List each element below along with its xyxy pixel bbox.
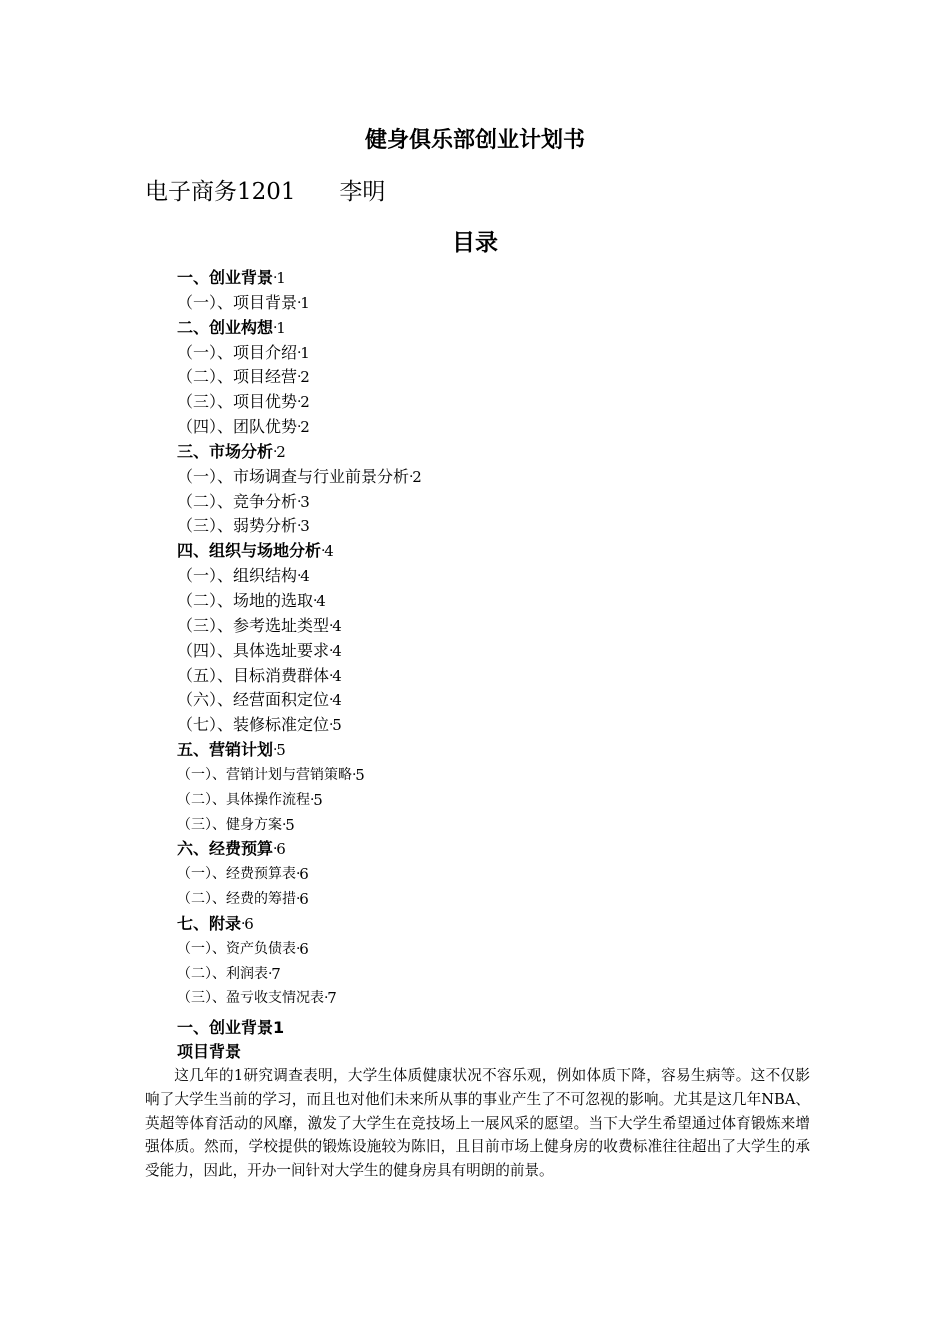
toc-entry-label: （二）、利润表	[177, 965, 268, 982]
toc-dot-leader: ·	[297, 344, 301, 361]
toc-entry[interactable]	[177, 440, 797, 465]
toc-entry[interactable]	[177, 589, 797, 614]
toc-entry-page: 3	[300, 517, 310, 536]
toc-entry-page: 4	[332, 691, 342, 710]
toc-entry-label: （一）、经费预算表	[177, 866, 296, 883]
toc-entry-label: （一）、营销计划与营销策略	[177, 766, 352, 783]
toc-entry[interactable]	[177, 341, 797, 366]
toc-entry[interactable]	[177, 365, 797, 390]
toc-entry[interactable]	[177, 614, 797, 639]
toc-entry-page: 5	[285, 815, 295, 834]
toc-entry-page: 4	[316, 591, 326, 610]
toc-entry-label: （二）、经费的筹措	[177, 891, 296, 908]
toc-entry-label: （四）、团队优势	[177, 417, 298, 437]
toc-entry[interactable]	[177, 986, 797, 1011]
toc-dot-leader: ·	[297, 518, 301, 535]
toc-entry-label: （六）、经营面积定位	[177, 690, 330, 710]
toc-dot-leader: ·	[297, 394, 301, 411]
toc-entry[interactable]	[177, 514, 797, 539]
toc-entry-page: 5	[313, 790, 323, 809]
toc-entry[interactable]	[177, 788, 797, 813]
toc-entry-label: （二）、项目经营	[177, 367, 298, 387]
toc-entry-page: 6	[276, 840, 286, 859]
toc-dot-leader: ·	[329, 667, 333, 684]
toc-entry-page: 2	[300, 368, 310, 387]
toc-heading: 目录	[452, 230, 498, 256]
toc-entry-page: 2	[300, 393, 310, 412]
toc-entry-label: 六、经费预算	[177, 839, 274, 859]
toc-entry-label: 三、市场分析	[177, 441, 274, 461]
toc-dot-leader: ·	[296, 940, 300, 957]
toc-entry-page: 2	[412, 467, 422, 486]
toc-dot-leader: ·	[324, 990, 328, 1007]
toc-entry-page: 6	[244, 914, 254, 933]
toc-dot-leader: ·	[297, 493, 301, 510]
toc-entry-page: 4	[300, 567, 310, 586]
toc-dot-leader: ·	[282, 816, 286, 833]
toc-entry-label: （二）、具体操作流程	[177, 791, 310, 808]
toc-entry[interactable]	[177, 937, 797, 962]
toc-entry-page: 4	[332, 666, 342, 685]
toc-entry[interactable]	[177, 539, 797, 564]
toc-dot-leader: ·	[329, 642, 333, 659]
toc-entry[interactable]	[177, 763, 797, 788]
toc-entry[interactable]	[177, 390, 797, 415]
author-line: 电子商务1201 李明	[145, 179, 386, 205]
toc-entry[interactable]	[177, 962, 797, 987]
toc-entry-page: 1	[276, 269, 286, 287]
toc-entry-page: 7	[271, 964, 281, 983]
toc-entry[interactable]	[177, 490, 797, 515]
toc-entry-page: 4	[332, 616, 342, 635]
subsection-heading: 项目背景	[177, 1042, 242, 1061]
toc-entry-label: （二）、场地的选取	[177, 590, 314, 610]
toc-dot-leader: ·	[273, 319, 277, 336]
toc-entry[interactable]	[177, 266, 797, 291]
toc-entry-label: 七、附录	[177, 913, 242, 933]
toc-entry-label: （一）、项目背景	[177, 292, 298, 312]
toc-dot-leader: ·	[310, 791, 314, 808]
toc-entry[interactable]	[177, 291, 797, 316]
toc-entry-page: 6	[299, 865, 309, 884]
toc-entry-label: （三）、健身方案	[177, 816, 282, 833]
section-heading: 一、创业背景1	[177, 1018, 285, 1037]
toc-dot-leader: ·	[241, 915, 245, 932]
toc-entry-label: （三）、参考选址类型	[177, 615, 330, 635]
table-of-contents	[177, 266, 797, 1011]
toc-entry-label: （五）、目标消费群体	[177, 665, 330, 685]
document-title: 健身俱乐部创业计划书	[364, 128, 585, 153]
toc-entry[interactable]	[177, 912, 797, 937]
toc-entry-page: 7	[327, 989, 337, 1008]
toc-entry[interactable]	[177, 887, 797, 912]
toc-dot-leader: ·	[321, 543, 325, 560]
body-paragraph: 这几年的1研究调查表明，大学生体质健康状况不容乐观，例如体质下降，容易生病等。这不仅影响了大学生当前的学习，而且也对他们未来所从事的事业产生了不可忽视的影响。尤其是这几年NBA、英超等体育活动的风靡，激发了大学生在竞技场上一展风采的愿望。当下大学生希望通过体育锻炼来增强体质。然而，学校提供的锻炼设施较为陈旧，且目前市场上健身房的收费标准往往超出了大学生的承受能力，因此，开办一间针对大学生的健身房具有明朗的前景。	[145, 1067, 810, 1180]
toc-entry[interactable]	[177, 837, 797, 862]
toc-entry-page: 5	[276, 741, 286, 760]
toc-entry-label: （三）、弱势分析	[177, 516, 298, 536]
toc-entry-page: 6	[299, 939, 309, 958]
toc-dot-leader: ·	[296, 891, 300, 908]
toc-entry-page: 6	[299, 890, 309, 909]
toc-entry[interactable]	[177, 813, 797, 838]
toc-dot-leader: ·	[297, 419, 301, 436]
toc-entry-page: 5	[332, 716, 342, 735]
toc-entry-label: 五、营销计划	[177, 740, 274, 760]
toc-entry-label: （三）、盈亏收支情况表	[177, 990, 324, 1007]
toc-entry-label: （一）、资产负债表	[177, 940, 296, 957]
toc-entry-label: （二）、竞争分析	[177, 491, 298, 511]
toc-entry-page: 2	[300, 418, 310, 437]
toc-dot-leader: ·	[273, 270, 277, 286]
toc-entry[interactable]	[177, 688, 797, 713]
toc-entry-label: （一）、组织结构	[177, 566, 298, 586]
toc-entry-label: （一）、项目介绍	[177, 342, 298, 362]
toc-entry-page: 1	[276, 318, 286, 337]
toc-entry[interactable]	[177, 639, 797, 664]
toc-entry-label: （三）、项目优势	[177, 392, 298, 412]
toc-entry-label: 一、创业背景	[177, 268, 274, 287]
toc-dot-leader: ·	[329, 717, 333, 734]
toc-entry[interactable]	[177, 316, 797, 341]
toc-entry-page: 2	[276, 442, 286, 461]
toc-entry-page: 1	[300, 293, 310, 312]
toc-entry-page: 1	[300, 343, 310, 362]
toc-entry-page: 5	[355, 765, 365, 784]
toc-entry-page: 3	[300, 492, 310, 511]
toc-dot-leader: ·	[268, 965, 272, 982]
toc-dot-leader: ·	[329, 692, 333, 709]
toc-entry-label: （四）、具体选址要求	[177, 640, 330, 660]
toc-entry-label: 四、组织与场地分析	[177, 541, 322, 561]
toc-entry[interactable]	[177, 465, 797, 490]
toc-entry[interactable]	[177, 862, 797, 887]
toc-entry[interactable]	[177, 415, 797, 440]
toc-entry[interactable]	[177, 664, 797, 689]
toc-entry-label: （七）、装修标准定位	[177, 715, 330, 735]
toc-dot-leader: ·	[296, 866, 300, 883]
toc-dot-leader: ·	[297, 294, 301, 311]
toc-dot-leader: ·	[297, 369, 301, 386]
toc-entry-label: 二、创业构想	[177, 317, 274, 337]
toc-entry[interactable]	[177, 738, 797, 763]
toc-dot-leader: ·	[329, 617, 333, 634]
toc-dot-leader: ·	[297, 568, 301, 585]
toc-dot-leader: ·	[273, 841, 277, 858]
toc-dot-leader: ·	[352, 766, 356, 783]
toc-dot-leader: ·	[409, 468, 413, 485]
toc-dot-leader: ·	[273, 443, 277, 460]
toc-dot-leader: ·	[313, 592, 317, 609]
toc-entry-page: 4	[324, 542, 334, 561]
toc-dot-leader: ·	[273, 742, 277, 759]
toc-entry-label: （一）、市场调查与行业前景分析	[177, 466, 410, 486]
toc-entry[interactable]	[177, 564, 797, 589]
toc-entry[interactable]	[177, 713, 797, 738]
toc-entry-page: 4	[332, 641, 342, 660]
